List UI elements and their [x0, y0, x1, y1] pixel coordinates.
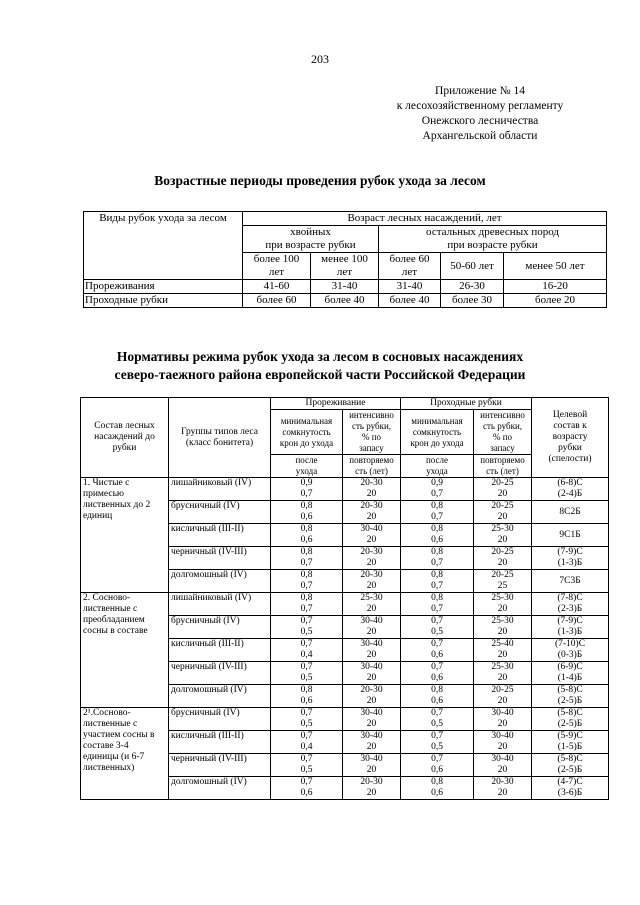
header-age-sub: 50-60 лет	[441, 253, 504, 280]
forest-type-cell: кисличный (III-II)	[169, 731, 271, 754]
table-cell: 25-40 20	[474, 639, 532, 662]
table-cell: 0,9 0,7	[401, 478, 474, 501]
table-cell: (7-9)С (1-3)Б	[532, 547, 609, 570]
table2-body	[81, 478, 609, 800]
table-cell: 0,8 0,6	[401, 777, 474, 800]
table-cell: 41-60	[243, 280, 311, 294]
table-cell: 20-25 25	[474, 570, 532, 593]
table2-title-line: северо-таежного района европейской части Российской Федерации	[114, 367, 526, 382]
table-cell: 0,7 0,6	[271, 777, 343, 800]
table-cell: 25-30 20	[474, 662, 532, 685]
table-cell: 0,7 0,5	[271, 708, 343, 731]
age-periods-table	[83, 211, 607, 308]
table-cell: 0,8 0,7	[271, 570, 343, 593]
forest-type-cell: долгомошный (IV)	[169, 570, 271, 593]
table-cell: 26-30	[441, 280, 504, 294]
table-cell: 8С2Б	[532, 501, 609, 524]
table-cell: (7-8)С (2-3)Б	[532, 593, 609, 616]
table-cell: 0,7 0,5	[271, 754, 343, 777]
table-cell: (5-8)С (2-5)Б	[532, 754, 609, 777]
table-cell: 0,7 0,5	[401, 708, 474, 731]
table-cell: 30-40 20	[474, 754, 532, 777]
table-cell: 30-40 20	[474, 708, 532, 731]
table-cell: более 20	[504, 294, 607, 308]
forest-type-cell: черничный (IV-III)	[169, 662, 271, 685]
header-intensity: интенсивно сть рубки, % по запасу	[474, 410, 532, 455]
header-min-density: минимальная сомкнутость крон до ухода	[401, 410, 474, 455]
forest-type-cell: долгомошный (IV)	[169, 685, 271, 708]
table-row	[81, 478, 609, 501]
header-other-species: остальных древесных пород при возрасте рубки	[379, 226, 607, 253]
table-cell: 0,8 0,7	[401, 501, 474, 524]
table-cell: более 40	[379, 294, 441, 308]
table-cell: 30-40 20	[343, 524, 401, 547]
table-cell: 0,8 0,7	[271, 593, 343, 616]
table-row	[84, 294, 607, 308]
group-label: 2¹.Сосново- лиственные с участием сосны в составе 3-4 единицы (и 6-7 лиственных)	[81, 708, 169, 800]
table-row	[81, 593, 609, 616]
table-row	[81, 708, 609, 731]
table-cell: 25-30 20	[474, 593, 532, 616]
table-cell: 30-40 20	[474, 731, 532, 754]
table-cell: 0,7 0,5	[271, 662, 343, 685]
table-row	[84, 280, 607, 294]
table-cell: 20-30 20	[343, 478, 401, 501]
table-cell: 20-30 20	[343, 501, 401, 524]
table2-title	[0, 348, 640, 384]
table-cell: (7-9)С (1-3)Б	[532, 616, 609, 639]
table-cell: 30-40 20	[343, 731, 401, 754]
header-age: Возраст лесных насаждений, лет	[243, 212, 607, 226]
forest-type-cell: лишайниковый (IV)	[169, 478, 271, 501]
table-cell: 0,7 0,5	[271, 616, 343, 639]
forest-type-cell: брусничный (IV)	[169, 616, 271, 639]
table-cell: (6-9)С (1-4)Б	[532, 662, 609, 685]
table-cell: 0,9 0,7	[271, 478, 343, 501]
row-label: Прореживания	[84, 280, 243, 294]
table-cell: 30-40 20	[343, 662, 401, 685]
header-age-sub: менее 100 лет	[311, 253, 379, 280]
table-cell: 25-30 20	[343, 593, 401, 616]
row-label: Проходные рубки	[84, 294, 243, 308]
table-cell: 20-30 20	[343, 547, 401, 570]
table-cell: 9С1Б	[532, 524, 609, 547]
header-target-composition: Целевой состав к возрасту рубки (спелости)	[532, 398, 609, 478]
header-cutting-types: Виды рубок ухода за лесом	[84, 212, 243, 280]
table-cell: 0,7 0,6	[401, 754, 474, 777]
table-cell: более 30	[441, 294, 504, 308]
table-cell: 0,8 0,6	[401, 524, 474, 547]
appendix-line: Приложение № 14	[435, 85, 525, 97]
header-age-sub: более 100 лет	[243, 253, 311, 280]
table-cell: 0,7 0,4	[271, 731, 343, 754]
table-cell: 20-30 20	[343, 685, 401, 708]
table-cell: (4-7)С (3-6)Б	[532, 777, 609, 800]
forest-type-cell: кисличный (III-II)	[169, 524, 271, 547]
table-cell: более 60	[243, 294, 311, 308]
table-cell: (5-8)С (2-5)Б	[532, 708, 609, 731]
header-age-sub: менее 50 лет	[504, 253, 607, 280]
table-cell: 20-25 20	[474, 547, 532, 570]
table-cell: 0,8 0,7	[401, 570, 474, 593]
table-cell: 0,8 0,6	[271, 524, 343, 547]
appendix-line: Онежского лесничества	[421, 115, 539, 127]
table-cell: более 40	[311, 294, 379, 308]
table-cell: 16-20	[504, 280, 607, 294]
forest-type-cell: брусничный (IV)	[169, 501, 271, 524]
table-cell: 20-25 20	[474, 685, 532, 708]
header-after-care: после ухода	[271, 455, 343, 478]
table-cell: 20-30 20	[343, 570, 401, 593]
pine-care-norms-table	[80, 397, 609, 800]
table-cell: (6-8)С (2-4)Б	[532, 478, 609, 501]
header-after-care: после ухода	[401, 455, 474, 478]
table-cell: 25-30 20	[474, 616, 532, 639]
table-cell: 0,7 0,6	[401, 639, 474, 662]
header-min-density: минимальная сомкнутость крон до ухода	[271, 410, 343, 455]
group-label: 1. Чистые с примесью лиственных до 2 единиц	[81, 478, 169, 593]
table-cell: 20-30 20	[343, 777, 401, 800]
header-thinning: Прореживание	[271, 398, 401, 410]
header-forest-types: Группы типов леса (класс бонитета)	[169, 398, 271, 478]
table-cell: 30-40 20	[343, 754, 401, 777]
header-repeat-years: повторяемо сть (лет)	[474, 455, 532, 478]
forest-type-cell: лишайниковый (IV)	[169, 593, 271, 616]
table1-title: Возрастные периоды проведения рубок ухода за лесом	[154, 173, 486, 188]
table-cell: 0,8 0,7	[401, 547, 474, 570]
header-passing-cuttings: Проходные рубки	[401, 398, 532, 410]
table-cell: 0,7 0,4	[271, 639, 343, 662]
table-cell: 31-40	[379, 280, 441, 294]
table-cell: 25-30 20	[474, 524, 532, 547]
table-cell: (7-10)С (0-3)Б	[532, 639, 609, 662]
appendix-caption	[380, 84, 580, 144]
forest-type-cell: кисличный (III-II)	[169, 639, 271, 662]
table-cell: 0,7 0,6	[401, 662, 474, 685]
table-cell: 0,8 0,6	[271, 685, 343, 708]
forest-type-cell: черничный (IV-III)	[169, 547, 271, 570]
header-conifer: хвойных при возрасте рубки	[243, 226, 379, 253]
header-repeat-years: повторяемо сть (лет)	[343, 455, 401, 478]
table-cell: (5-9)С (1-5)Б	[532, 731, 609, 754]
table-cell: 31-40	[311, 280, 379, 294]
table-cell: 30-40 20	[343, 639, 401, 662]
forest-type-cell: долгомошный (IV)	[169, 777, 271, 800]
header-intensity: интенсивно сть рубки, % по запасу	[343, 410, 401, 455]
appendix-line: к лесохозяйственному регламенту	[396, 100, 564, 112]
table-cell: 20-25 20	[474, 478, 532, 501]
table-cell: 0,7 0,5	[401, 731, 474, 754]
forest-type-cell: брусничный (IV)	[169, 708, 271, 731]
table-cell: 7С3Б	[532, 570, 609, 593]
page-number: 203	[311, 52, 329, 66]
table-cell: 30-40 20	[343, 616, 401, 639]
table-cell: 0,8 0,7	[401, 593, 474, 616]
group-label: 2. Сосново- лиственные с преобладанием сосны в составе	[81, 593, 169, 708]
header-composition: Состав лесных насаждений до рубки	[81, 398, 169, 478]
table-cell: 0,8 0,6	[401, 685, 474, 708]
table-cell: (5-8)С (2-5)Б	[532, 685, 609, 708]
table-cell: 0,7 0,5	[401, 616, 474, 639]
header-age-sub: более 60 лет	[379, 253, 441, 280]
table-cell: 20-30 20	[474, 777, 532, 800]
table-cell: 20-25 20	[474, 501, 532, 524]
table-cell: 0,8 0,6	[271, 501, 343, 524]
table2-title-line: Нормативы режима рубок ухода за лесом в сосновых насаждениях	[116, 349, 524, 364]
table-cell: 30-40 20	[343, 708, 401, 731]
appendix-line: Архангельской области	[422, 130, 538, 142]
table-cell: 0,8 0,7	[271, 547, 343, 570]
forest-type-cell: черничный (IV-III)	[169, 754, 271, 777]
